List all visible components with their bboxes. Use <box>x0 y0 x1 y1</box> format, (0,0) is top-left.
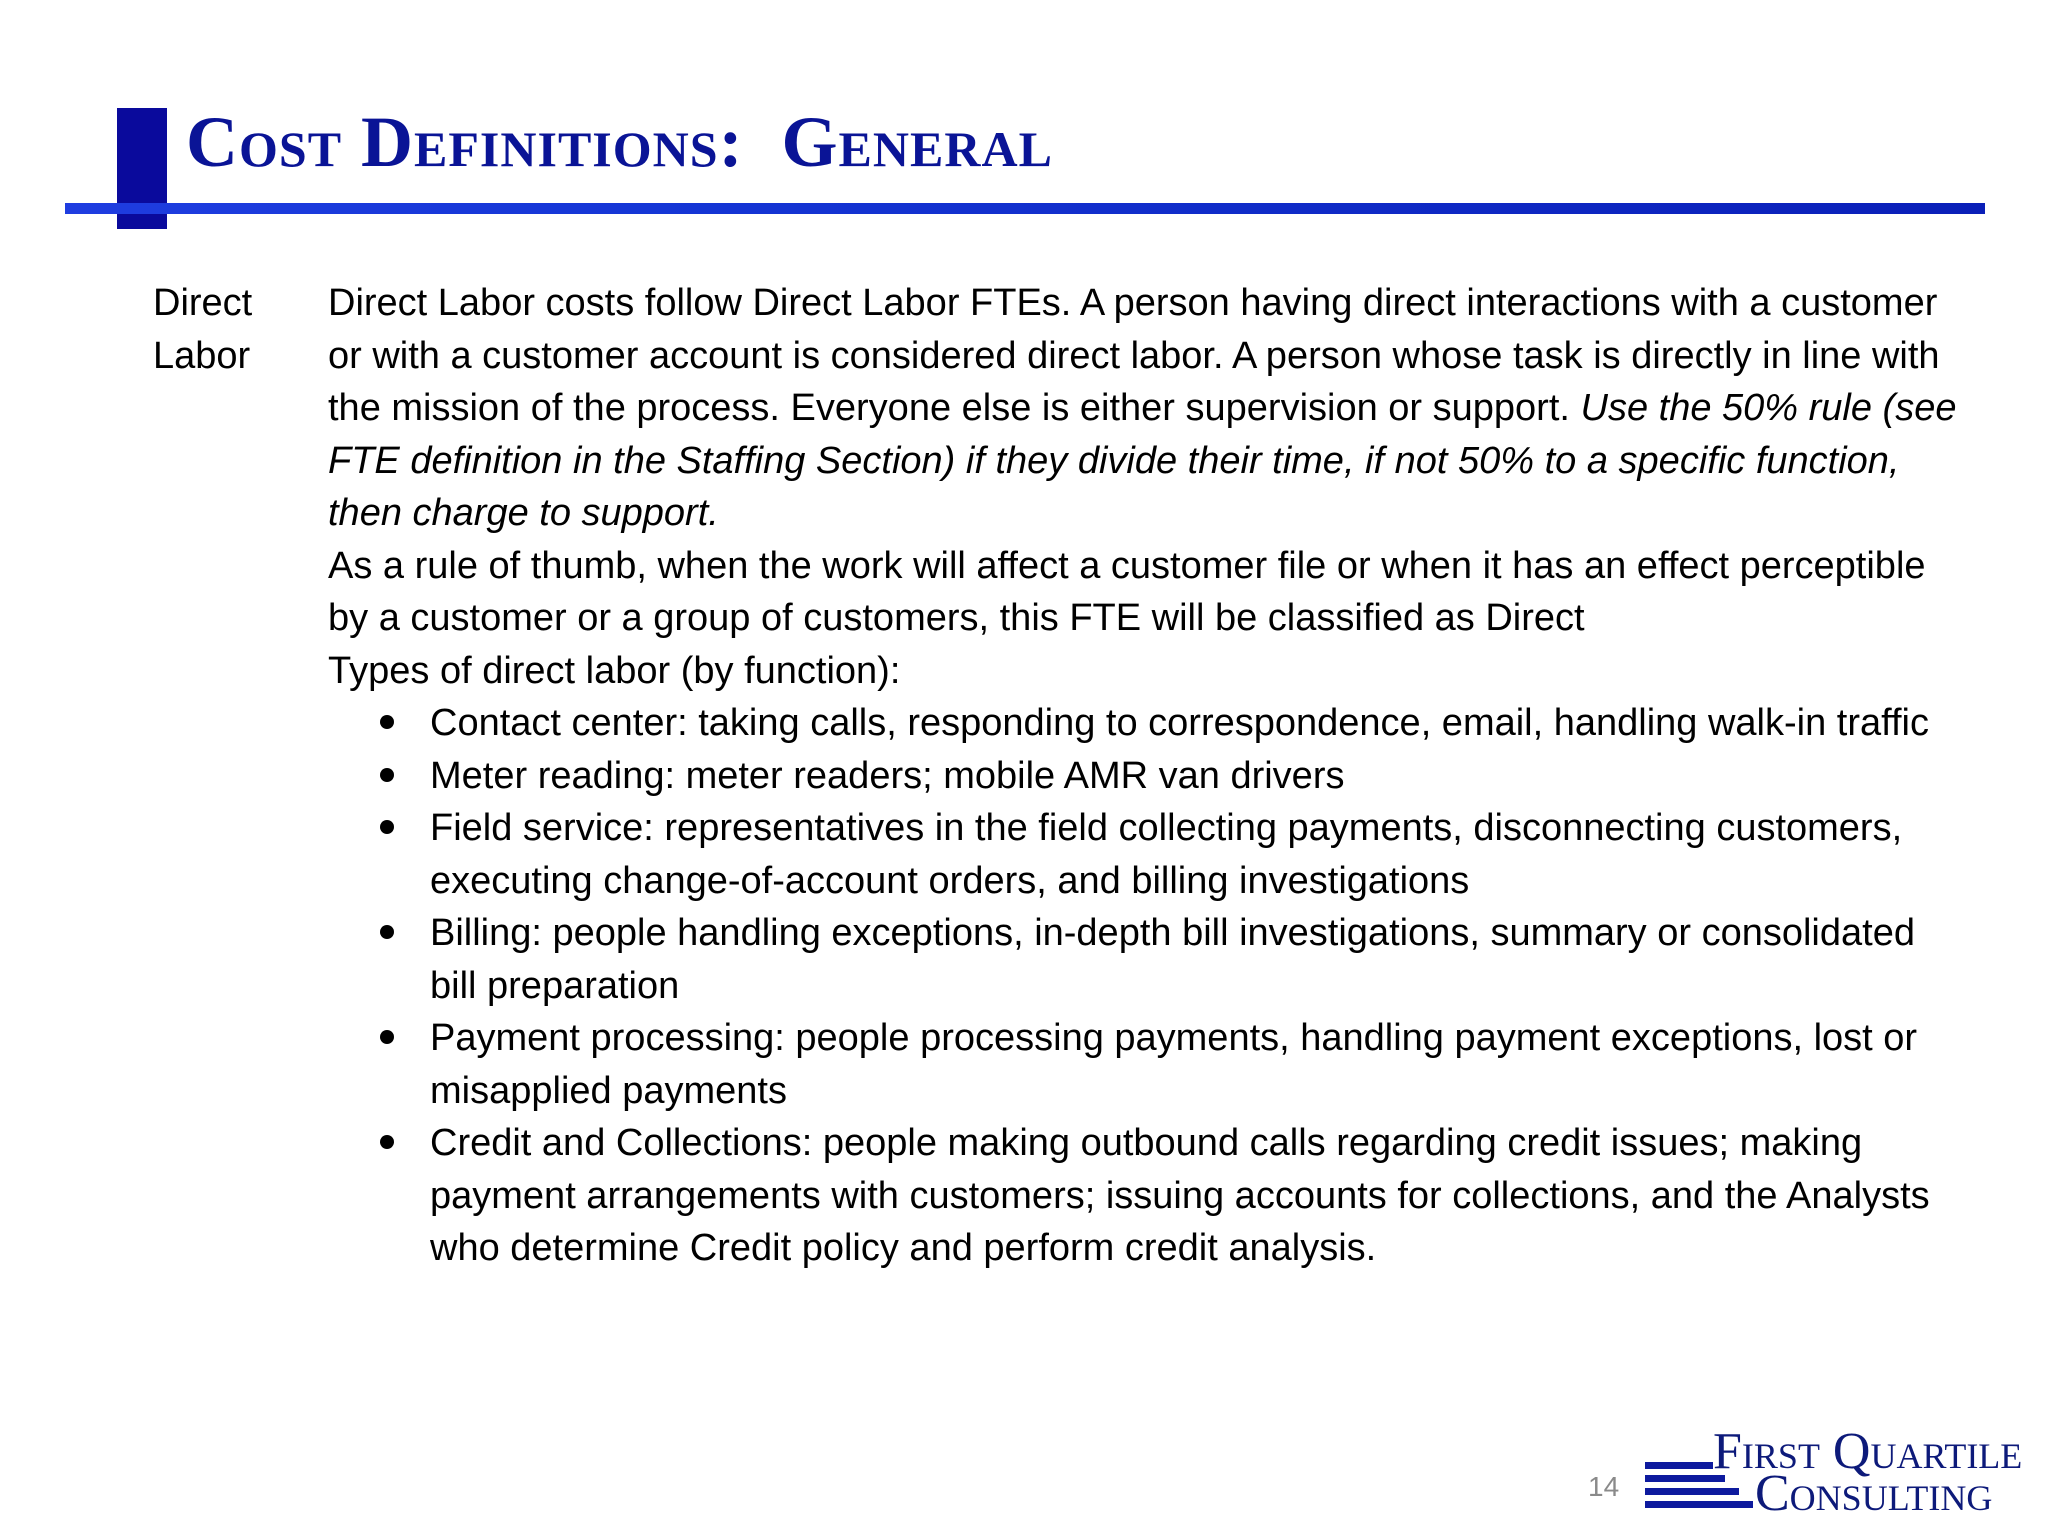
logo-stripe-icon <box>1645 1488 1739 1495</box>
term-line-1: Direct <box>153 282 253 324</box>
bullet-dot-icon <box>380 1030 394 1044</box>
definition-paragraph-1 <box>328 277 1968 540</box>
list-item-field-service <box>328 802 1958 907</box>
definition-paragraph-3: Types of direct labor (by function): <box>328 649 901 692</box>
list-item-contact-center <box>328 697 1958 750</box>
list-item-credit-collections <box>328 1117 1958 1275</box>
logo-stripe-icon <box>1645 1501 1753 1508</box>
bullet-dot-icon <box>380 715 394 729</box>
slide-title: Cost Definitions: General <box>186 102 1053 182</box>
list-item-text: Credit and Collections: people making outbound calls regarding credit issues; making payment arrangements with customers; issuing accounts for collections, and the Analysts who determine Credit policy and perform credit analysis. <box>430 1122 1930 1269</box>
page-number: 14 <box>1588 1471 1620 1502</box>
list-item-billing <box>328 907 1958 1012</box>
list-item-text: Field service: representatives in the field collecting payments, disconnecting customers, executing change-of-account orders, and billing investigations <box>430 807 1903 902</box>
list-item-text: Meter reading: meter readers; mobile AMR van drivers <box>430 754 1345 797</box>
paragraph-1-italic-note: Use the 50% rule (see FTE definition in the Staffing Section) if they divide their time, if not 50% to a specific function, then charge to support. <box>328 387 1957 534</box>
list-item-text: Contact center: taking calls, responding to correspondence, email, handling walk-in traffic <box>430 702 1929 744</box>
labor-types-list <box>328 697 1968 1275</box>
definition-paragraph-2: As a rule of thumb, when the work will affect a customer file or when it has an effect perceptible by a customer or a group of customers, this FTE will be classified as Direct <box>328 544 1926 639</box>
list-item-payment-processing <box>328 1012 1958 1117</box>
bullet-dot-icon <box>380 925 394 939</box>
definition-term <box>153 277 303 382</box>
term-line-2: Labor <box>153 334 251 377</box>
bullet-dot-icon <box>380 1135 394 1149</box>
company-logo <box>1645 1423 2040 1522</box>
paragraph-1-text: Direct Labor costs follow Direct Labor FTEs. A person having direct interactions with a customer or with a customer account is considered direct labor. A person whose task is directly in line with the mission of the process. Everyone else is either supervision or support. <box>328 282 1940 429</box>
list-item-meter-reading <box>328 750 1958 803</box>
bullet-dot-icon <box>380 768 394 782</box>
logo-text-line-2: Consulting <box>1755 1465 1993 1522</box>
list-item-text: Billing: people handling exceptions, in-depth bill investigations, summary or consolidated bill preparation <box>430 912 1915 1007</box>
logo-stripe-icon <box>1645 1462 1713 1469</box>
title-underline-rule <box>65 203 1985 214</box>
definition-body <box>328 277 1968 1275</box>
bullet-dot-icon <box>380 820 394 834</box>
list-item-text: Payment processing: people processing payments, handling payment exceptions, lost or misapplied payments <box>430 1017 1918 1112</box>
logo-text-line-1: First Quartile <box>1713 1423 2023 1480</box>
